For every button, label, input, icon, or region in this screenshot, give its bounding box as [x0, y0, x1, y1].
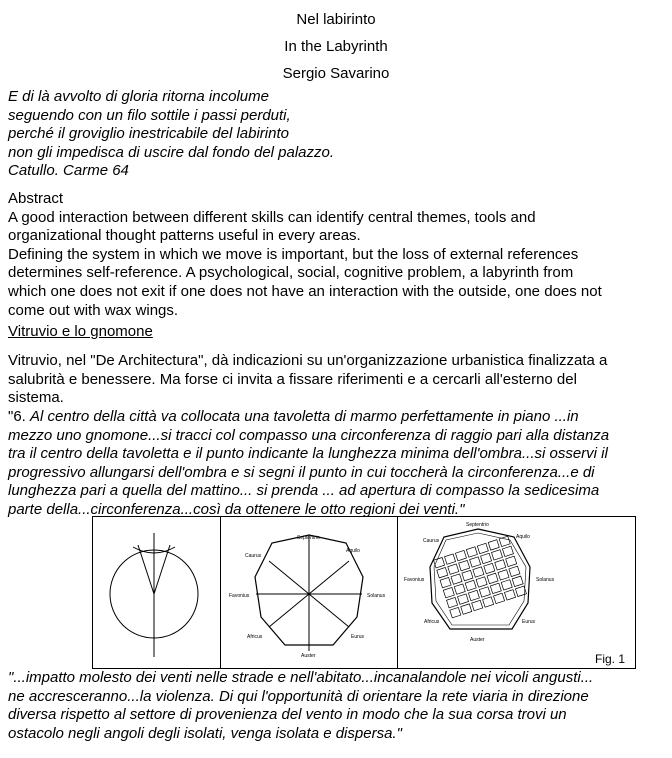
vitruvius-quote — [8, 408, 660, 520]
epigraph-attribution: Catullo. Carme 64 — [8, 162, 129, 180]
city-block — [465, 580, 476, 590]
city-block — [512, 576, 523, 586]
epigraph-line: non gli impedisca di uscire dal fondo del palazzo. — [8, 143, 335, 161]
city-block — [483, 597, 494, 607]
abstract-line: come out with wax wings. — [8, 301, 179, 319]
quote-line: tra il centro della tavoletta e il punto indicante la lunghezza minima dell'ombra...si osservi il — [8, 445, 608, 463]
abstract-heading: Abstract — [8, 190, 64, 207]
quote-line: progressivo allungarsi dell'ombra e si segni il punto in cui toccherà la circonferenza...e di — [8, 463, 595, 481]
wind-label: Eurus — [351, 634, 365, 640]
city-block — [504, 590, 515, 600]
figure-caption: Fig. 1 — [594, 652, 625, 666]
city-block — [484, 563, 495, 573]
quote-line: Al centro della città va collocata una tavoletta di marmo perfettamente in piano ...in — [30, 408, 579, 425]
epigraph-line: E di là avvolto di gloria ritorna incolume — [8, 88, 269, 105]
wind-label: Septentrio — [466, 522, 489, 528]
author-name: Sergio Savarino — [282, 65, 390, 82]
city-block — [444, 554, 455, 564]
city-block — [488, 540, 499, 550]
quote-line: parte della...circonferenza...così da ottenere le otto regioni dei venti." — [8, 500, 465, 518]
city-block — [502, 546, 513, 556]
city-block — [495, 560, 506, 570]
wind-label: Caurus — [245, 553, 262, 559]
title-italian: Nel labirinto — [296, 11, 376, 28]
city-block — [447, 597, 458, 607]
city-block — [468, 590, 479, 600]
city-block — [455, 550, 466, 560]
city-block — [443, 587, 454, 597]
wind-label: Caurus — [423, 538, 440, 544]
city-block — [481, 553, 492, 563]
section-heading: Vitruvio e lo gnomone — [8, 323, 153, 340]
wind-label: Auster — [470, 637, 485, 643]
section-intro — [8, 352, 660, 408]
city-block — [479, 587, 490, 597]
city-block — [448, 564, 459, 574]
title-english: In the Labyrinth — [284, 38, 388, 55]
wind-label: Solanus — [536, 577, 555, 583]
city-block — [506, 556, 517, 566]
city-block — [509, 566, 520, 576]
intro-line: Vitruvio, nel "De Architectura", dà indicazioni su un'organizzazione urbanistica finalizzata a — [8, 352, 608, 369]
epigraph-line: seguendo con un filo sottile i passi perduti, — [8, 106, 291, 124]
abstract-line: which one does not exit if one does not have an interaction with the outside, one does not — [8, 282, 602, 300]
city-block — [494, 593, 505, 603]
closing-quote-line: "...impatto molesto dei venti nelle strade e nell'abitato...incanalandole nei vicoli angusti... — [8, 669, 594, 686]
wind-label: Aquilo — [346, 548, 360, 554]
wind-label: Africus — [247, 634, 263, 640]
city-block — [473, 567, 484, 577]
wind-label: Septentrio — [297, 535, 320, 541]
city-block — [437, 567, 448, 577]
city-block — [451, 574, 462, 584]
abstract-line: organizational thought patterns useful in every areas. — [8, 227, 361, 245]
intro-line: sistema. — [8, 389, 64, 407]
epigraph — [8, 88, 660, 181]
wind-label: Auster — [301, 653, 316, 659]
city-block — [450, 607, 461, 617]
city-block — [477, 543, 488, 553]
city-block — [461, 604, 472, 614]
epigraph-line: perché il groviglio inestricabile del labirinto — [8, 125, 289, 143]
wind-label: Eurus — [522, 619, 536, 625]
city-block — [487, 573, 498, 583]
city-block — [490, 583, 501, 593]
quote-line: lunghezza pari a quella del mattino... si prenda ... ad apertura di compasso la sedicesima — [8, 482, 600, 500]
wind-label: Africus — [424, 619, 440, 625]
wind-label: Solanus — [367, 593, 386, 599]
abstract-line: A good interaction between different skills can identify central themes, tools and — [8, 208, 536, 226]
wind-label: Favonius — [229, 593, 250, 599]
closing-quote-line: ne accresceranno...la violenza. Di qui l'opportunità di orientare la rete viaria in direzione — [8, 687, 589, 705]
closing-quote-line: diversa rispetto al settore di provenienza del vento in modo che la sua corsa trovi un — [8, 706, 567, 724]
city-block — [454, 584, 465, 594]
city-block — [434, 558, 445, 568]
wind-label: Aquilo — [516, 534, 530, 540]
quote-prefix: "6. — [8, 408, 31, 425]
closing-quote-line: ostacolo negli angoli degli isolati, venga isolata e dispersa." — [8, 724, 402, 742]
city-block — [491, 550, 502, 560]
wind-label: Favonius — [404, 577, 425, 583]
city-block — [440, 577, 451, 587]
abstract-line: Defining the system in which we move is important, but the loss of external references — [8, 245, 579, 263]
city-block — [476, 577, 487, 587]
city-block — [501, 580, 512, 590]
intro-line: salubrità e benessere. Ma forse ci invita a fissare riferimenti e a cercarli all'esterno del — [8, 370, 577, 388]
city-block — [466, 547, 477, 557]
city-block — [498, 570, 509, 580]
city-grid-diagram — [398, 517, 558, 668]
gnomon-diagram — [93, 517, 219, 668]
quote-line: mezzo uno gnomone...si tracci col compasso una circonferenza di raggio pari alla distanza — [8, 426, 610, 444]
abstract — [8, 190, 660, 320]
abstract-line: determines self-reference. A psychological, social, cognitive problem, a labyrinth from — [8, 264, 574, 282]
closing-quote — [8, 669, 660, 743]
city-block — [457, 594, 468, 604]
wind-rose-octagon — [220, 517, 398, 668]
city-block — [462, 570, 473, 580]
city-block — [459, 560, 470, 570]
city-block — [472, 600, 483, 610]
city-block — [470, 557, 481, 567]
figure-1 — [92, 516, 636, 669]
